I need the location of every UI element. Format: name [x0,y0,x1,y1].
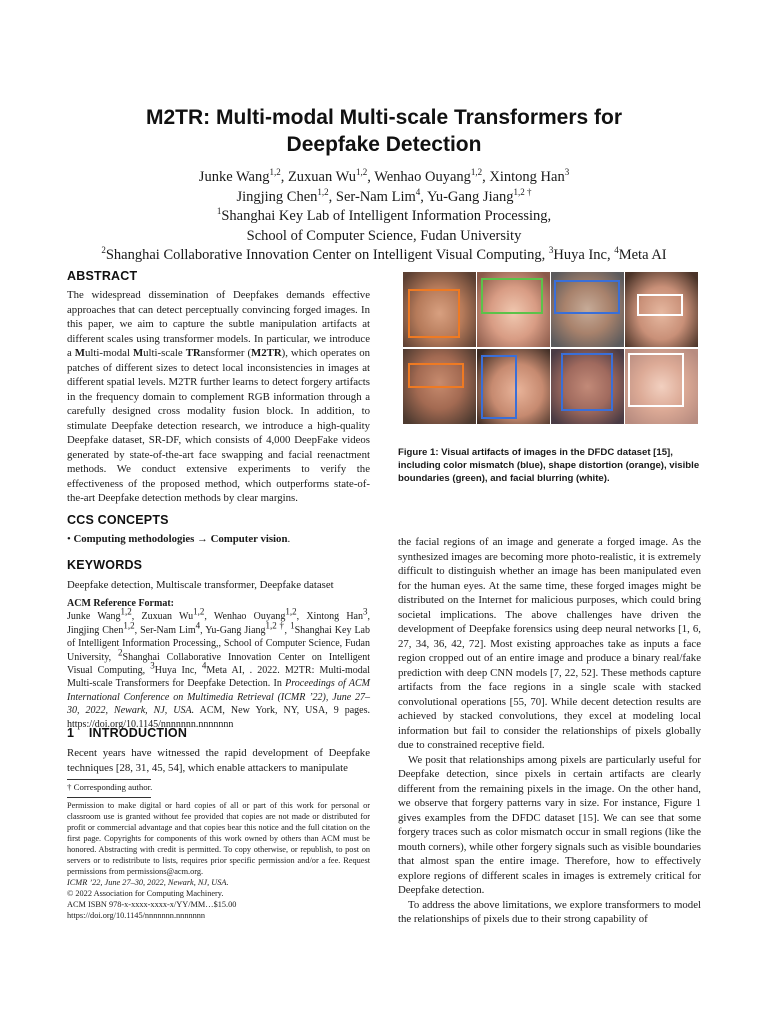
artifact-box-green [481,278,543,314]
author-line-1: Junke Wang$^{1,2}$, Zuxuan Wu$^{1,2}$, Wenhao Ouyang$^{1,2}$, Xintong Han$^3$ [198,167,570,185]
artifact-box-white [628,353,684,407]
artifact-box-white [637,294,683,316]
keywords-text: Deepfake detection, Multiscale transformer, Deepfake dataset [67,579,334,591]
artifact-box-blue [481,355,517,419]
affiliation-1: $^1$Shanghai Key Lab of Intelligent Information Processing, [216,206,552,224]
footnote-corresponding: † Corresponding author. [67,782,153,792]
author-line-2: Jingjing Chen$^{1,2}$, Ser-Nam Lim$^4$, Yu-Gang Jiang$^{1,2 \dagger}$ [236,186,532,205]
artifact-box-orange [408,289,460,338]
copyright-line: © 2022 Association for Computing Machinery. [67,889,224,898]
face-tile-8 [625,349,698,424]
footnote-rule [67,779,151,780]
intro-paragraph-2: We posit that relationships among pixels are particularly useful for Deepfake detection, since pixels in certain artifacts are clearly different from the remaining pixels in the image. On the other hand, we observe that forgery patterns vary in size. For instance, Figure 1 gives examples from the DFDC dataset [15]. We can see that some forgery traces such as color mismatch occur in small regions (like the mouth corners), while other forgery signals such as visible boundaries that almost span the entire image. Therefore, how to effectively explore regions of different scales in images is extremely critical for Deepfake detection. [398,753,701,896]
ccs-heading: CCS CONCEPTS [67,513,169,527]
figure-1-image-grid [403,272,699,424]
paper-title: M2TR: Multi-modal Multi-scale Transformers for Deepfake Detection [145,106,623,156]
face-tile-4 [625,272,698,347]
abstract-section [67,269,370,506]
ccs-item: • Computing methodologies → Computer vision. [67,533,291,545]
abstract-heading: ABSTRACT [67,269,138,283]
face-tile-3 [551,272,624,347]
artifact-box-orange [408,363,464,388]
isbn-line: ACM ISBN 978-x-xxxx-xxxx-x/YY/MM…$15.00 [67,900,237,909]
introduction-continued [398,535,701,927]
intro-paragraph-3: To address the above limitations, we explore transformers to model the relationships of pixels due to their strong capability of [398,898,701,925]
face-tile-1 [403,272,476,347]
face-tile-2 [477,272,550,347]
keywords-section [67,558,370,593]
introduction-heading: 1 INTRODUCTION [67,726,188,740]
figure-1-caption: Figure 1: Visual artifacts of images in the DFDC dataset [15], including color mismatch (blue), shape distortion (orange), visible boundaries (green), and facial blurring (white). [398,447,700,484]
face-tile-7 [551,349,624,424]
artifact-box-blue [561,353,613,411]
ccs-section [67,513,370,547]
abstract-text: The widespread dissemination of Deepfakes demands effective approaches that can detect perceptually convincing forged images. In this paper, we aim to capture the subtle manipulation artifacts at different scales using transformer models. In particular, we introduce a Multi-modal Multi-scale TRansformer (M2TR), which operates on patches of different sizes to detect local inconsistencies in images at different spatial levels. M2TR further learns to detect forgery artifacts in the frequency domain to complement RGB information through a carefully designed cross modality fusion block. In addition, to stimulate Deepfake detection research, we introduce a high-quality Deepfake dataset, SR-DF, which consists of 4,000 DeepFake videos generated by state-of-the-art face swapping and facial reenactment methods. We conduct extensive experiments to verify the effectiveness of the proposed method, which outperforms state-of-the-art Deepfake detection methods by clear margins. [67,289,371,504]
acm-reference-text: Junke Wang$^{1,2}$, Zuxuan Wu$^{1,2}$, Wenhao Ouyang$^{1,2}$, Xintong Han$^3$, Jingjing Chen$^{1,2}$, Ser-Nam Lim$^4$, Yu-Gang Jiang$^{1,2 \dagger}$, $^1$Shanghai Key Lab of Intelligent Information Processing,, School of Computer Science, Fudan University, $^2$Shanghai Collaborative Innovation Center on Intelligent Visual Computing, $^3$Huya Inc, $^4$Meta AI, . 2022. M2TR: Multi-modal Multi-scale Transformers for Deepfake Detection. In Proceedings of ACM International Conference on Multimedia Retrieval (ICMR ’22), June 27–30, 2022, Newark, NJ, USA. ACM, New York, NY, USA, 9 pages. https://doi.org/10.1145/nnnnnnn.nnnnnnn [67,607,371,730]
artifact-box-blue [554,280,620,314]
introduction-text: Recent years have witnessed the rapid development of Deepfake techniques [28, 31, 45, 54], which enable attackers to manipulate [67,747,370,774]
doi-line: https://doi.org/10.1145/nnnnnnn.nnnnnnn [67,911,206,920]
face-tile-6 [477,349,550,424]
affiliation-1b: School of Computer Science, Fudan University [246,227,522,244]
acm-reference-section [67,597,370,731]
face-tile-5 [403,349,476,424]
intro-paragraph-1: the facial regions of an image and generate a forged image. As the synthesized images are becoming more photo-realistic, it is extremely difficult to distinguish whether an image has been manipulated even for the human eyes. At the same time, these forged images might be distributed on the Internet for malicious purposes, which could bring societal implications. The above challenges have driven the development of Deepfake forensics using deep neural networks [1, 6, 27, 34, 36, 42, 72]. Most existing approaches take as inputs a face region cropped out of an entire image and produce a binary real/fake prediction with deep CNN models [7, 22, 52]. These methods capture artifacts from the face regions in a single scale with stacked convolutional operations [55, 70]. While decent detection results are achieved by stacked convolutions, they excel at modeling local information but fail to consider the relationships of pixels globally due to constrained receptive field. [398,536,701,751]
introduction-section [67,726,370,775]
keywords-heading: KEYWORDS [67,558,143,572]
acm-reference-heading: ACM Reference Format: [67,598,174,609]
conference-line: ICMR ’22, June 27–30, 2022, Newark, NJ, USA. [67,878,229,887]
affiliation-2: $^2$Shanghai Collaborative Innovation Center on Intelligent Visual Computing, $^3$Huya Inc, $^4$Meta AI [101,245,667,263]
permission-text: Permission to make digital or hard copies of all or part of this work for personal or classroom use is granted without fee provided that copies are not made or distributed for profit or commercial advantage and that copies bear this notice and the full citation on the first page. Copyrights for components of this work owned by others than ACM must be honored. Abstracting with credit is permitted. To copy otherwise, or republish, to post on servers or to redistribute to lists, requires prior specific permission and/or a fee. Request permissions from permissions@acm.org. [67,801,370,876]
permission-rule [67,797,151,798]
author-block [40,168,728,266]
permission-block [67,800,370,921]
